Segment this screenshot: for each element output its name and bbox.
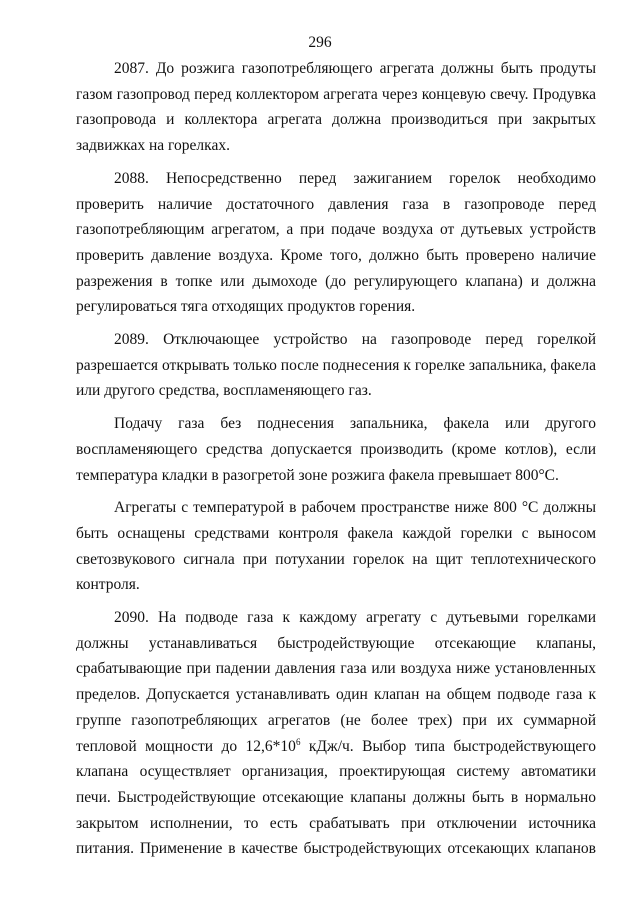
paragraph-flame-control: Агрегаты с температурой в рабочем пространстве ниже 800 °С должны быть оснащены средствами контроля факела каждой горелки с выносом светозвукового сигнала при потухании горелок на щит теплотехнического контроля. — [76, 499, 596, 594]
paragraph-2090-text-after: кДж/ч. Выбор типа быстродействующего клапана осуществляет организация, проектирующая систему автоматики печи. Быстродействующие отсекающие клапаны должны быть в нормально закрытом исполнении, то есть срабатывать при отключении источника питания. Применение в качестве быстродействующих отсекающих клапанов — [76, 737, 596, 858]
power-exponent: 6 — [295, 736, 301, 747]
paragraph-2090-text-before: 2090. На подводе газа к каждому агрегату с дутьевыми горелками должны устанавливаться быстродействующие отсекающие клапаны, срабатывающие при падении давления газа или воздуха ниже установленных пределов. Допускается устанавливать один клапан на общем подводе газа к группе газопотребляющих агрегатов (не более трех) при их суммарной тепловой мощности до 12,6*10 — [76, 609, 596, 755]
paragraph-2087: 2087. До розжига газопотребляющего агрегата должны быть продуты газом газопровод перед коллектором агрегата через концевую свечу. Продувка газопровода и коллектора агрегата должна производиться при закрытых задвижках на горелках. — [76, 60, 596, 155]
paragraph-2089: 2089. Отключающее устройство на газопроводе перед горелкой разрешается открывать только после поднесения к горелке запальника, факела или другого средства, воспламеняющего газ. — [76, 331, 596, 400]
paragraph-2090 — [76, 605, 596, 862]
document-body — [76, 56, 596, 869]
paragraph-2088: 2088. Непосредственно перед зажиганием горелок необходимо проверить наличие достаточного давления газа в газопроводе перед газопотребляющим агрегатом, а при подаче воздуха от дутьевых устройств проверить давление воздуха. Кроме того, должно быть проверено наличие разрежения в топке или дымоходе (до регулирующего клапана) и должна регулироваться тяга отходящих продуктов горения. — [76, 169, 596, 316]
paragraph-gas-supply: Подачу газа без поднесения запальника, факела или другого воспламеняющего средства допускается производить (кроме котлов), если температура кладки в разогретой зоне розжига факела превышает 800°С. — [76, 415, 596, 484]
page-number: 296 — [308, 34, 332, 51]
